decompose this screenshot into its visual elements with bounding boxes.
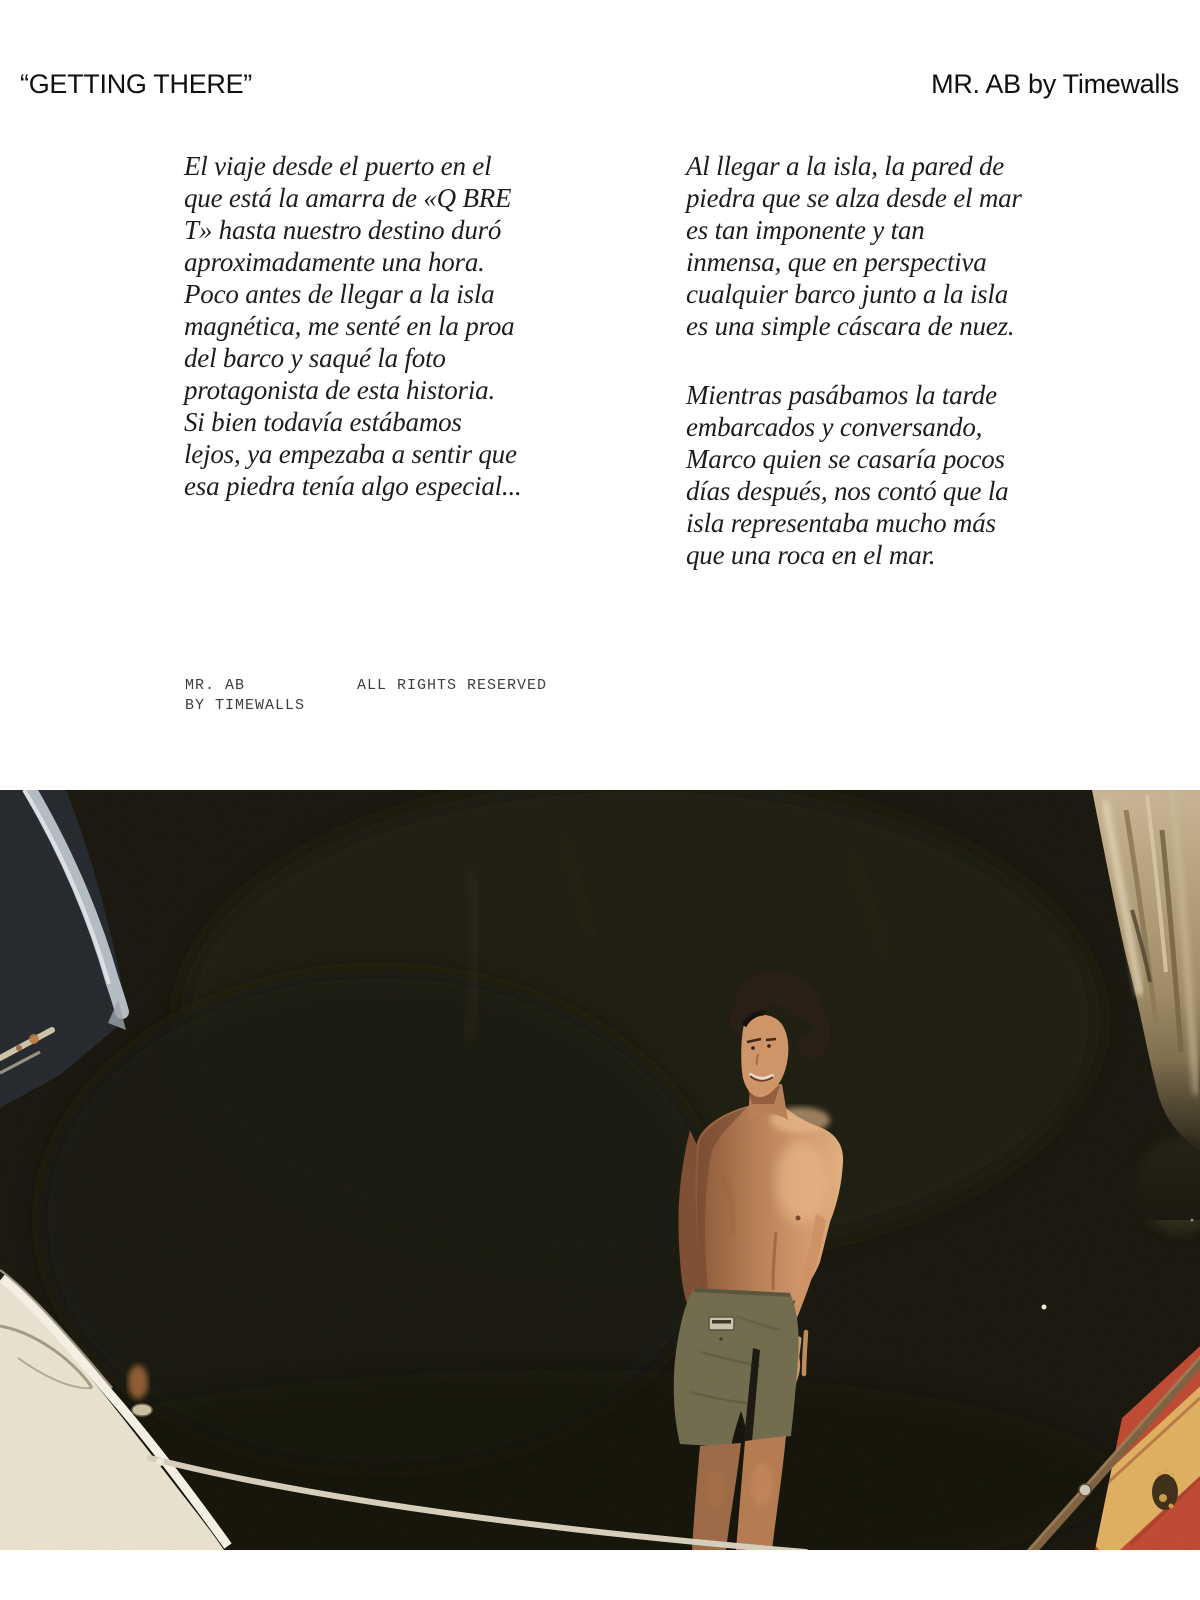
text-line: cualquier barco junto a la isla (686, 279, 1009, 309)
film-grain-overlay (0, 790, 1200, 1550)
text-line: es una simple cáscara de nuez. (686, 311, 1015, 341)
text-line: T» hasta nuestro destino duró (184, 215, 502, 245)
paragraph (686, 379, 1026, 571)
article-left-column (184, 150, 524, 502)
text-line: isla representaba mucho más (686, 508, 996, 538)
credit-block (185, 676, 305, 716)
text-line: magnética, me senté en la proa (184, 311, 515, 341)
article-right-column (686, 150, 1026, 571)
paragraph (686, 150, 1026, 342)
text-line: es tan imponente y tan (686, 215, 925, 245)
photo-illustration (0, 790, 1200, 1550)
text-line: Poco antes de llegar a la isla (184, 279, 495, 309)
text-line: que está la amarra de «Q BRE (184, 183, 512, 213)
rights-reserved-text: ALL RIGHTS RESERVED (357, 677, 548, 694)
text-line: Si bien todavía estábamos (184, 407, 462, 437)
page-title: “GETTING THERE” (20, 69, 253, 99)
text-line: MR. AB (185, 677, 246, 694)
issue-title: MR. AB by Timewalls (931, 69, 1179, 99)
text-line: lejos, ya empezaba a sentir que (184, 439, 517, 469)
hero-photo (0, 790, 1200, 1550)
text-line: esa piedra tenía algo especial... (184, 471, 522, 501)
text-line: Mientras pasábamos la tarde (686, 380, 997, 410)
text-line: Al llegar a la isla, la pared de (686, 151, 1005, 181)
text-line: aproximadamente una hora. (184, 247, 485, 277)
text-line: protagonista de esta historia. (184, 375, 496, 405)
text-line: que una roca en el mar. (686, 540, 936, 570)
text-line: embarcados y conversando, (686, 412, 983, 442)
text-line: BY TIMEWALLS (185, 697, 306, 714)
text-line: El viaje desde el puerto en el (184, 151, 492, 181)
text-line: del barco y saqué la foto (184, 343, 446, 373)
text-line: inmensa, que en perspectiva (686, 247, 987, 277)
text-line: Marco quien se casaría pocos (686, 444, 1005, 474)
text-line: piedra que se alza desde el mar (686, 183, 1022, 213)
paragraph (184, 150, 524, 502)
text-line: días después, nos contó que la (686, 476, 1009, 506)
